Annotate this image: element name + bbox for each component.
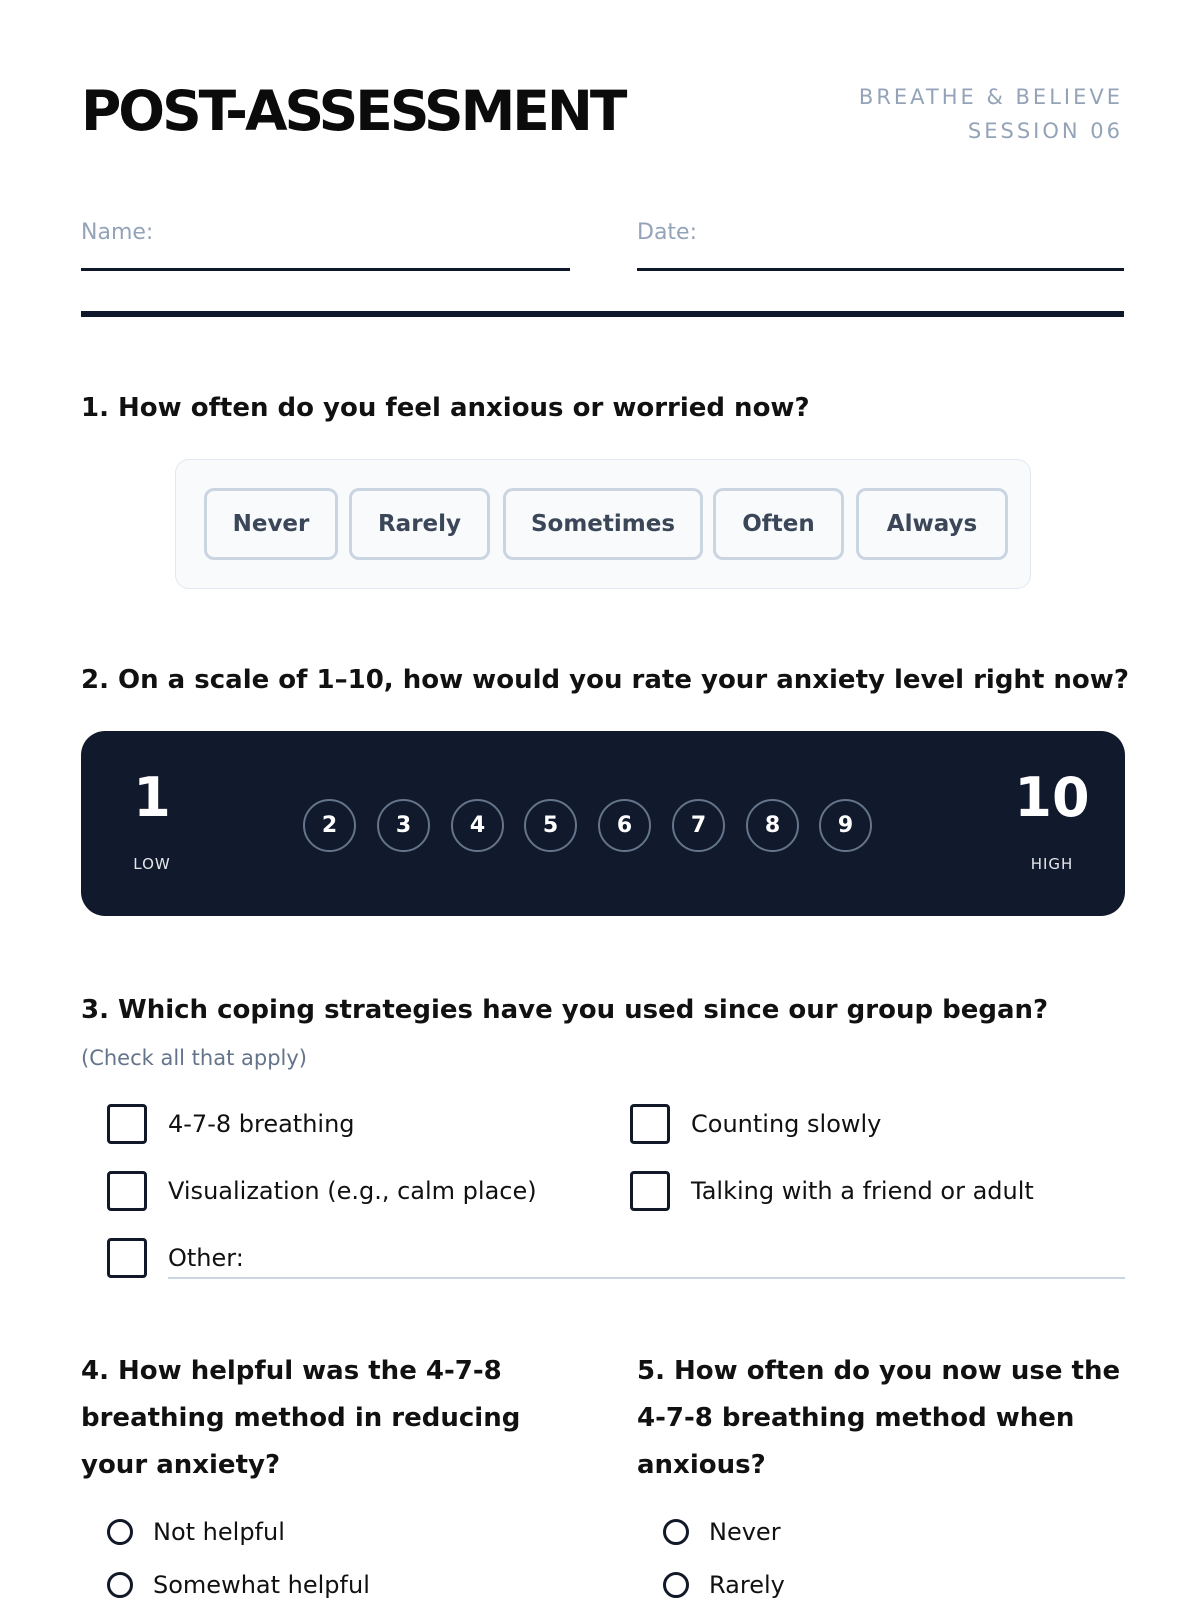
radio-circle[interactable] [107,1519,133,1545]
question-3-text: 3. Which coping strategies have you used since our group began? [81,995,1049,1025]
radio-circle[interactable] [663,1572,689,1598]
scale-high-label: HIGH [1030,855,1074,873]
q4-option-not-helpful[interactable] [107,1518,285,1546]
radio-circle[interactable] [663,1519,689,1545]
checkbox-box[interactable] [630,1104,670,1144]
anxiety-scale [81,731,1125,916]
checkbox-box[interactable] [107,1171,147,1211]
other-write-in-line[interactable] [168,1277,1125,1279]
strategy-breathing-checkbox[interactable] [107,1104,355,1144]
question-2: 2. On a scale of 1–10, how would you rate your anxiety level right now? [81,665,1129,695]
question-3-hint: (Check all that apply) [81,1046,307,1070]
scale-low-label: LOW [133,855,171,873]
question-4: 4. How helpful was the 4-7-8 breathing method in reducing your anxiety? [81,1356,521,1480]
strategy-label: Other: [168,1244,244,1272]
q1-option-often[interactable]: Often [713,488,844,560]
scale-option-5[interactable]: 5 [524,799,577,852]
scale-option-10[interactable]: 10 [1014,766,1090,829]
checkbox-box[interactable] [107,1238,147,1278]
q4-option-somewhat-helpful[interactable] [107,1571,370,1599]
q1-options-panel [175,459,1031,589]
strategy-talking-checkbox[interactable] [630,1171,1034,1211]
session-number: SESSION 06 [967,119,1123,143]
question-5: 5. How often do you now use the 4-7-8 breathing method when anxious? [637,1356,1121,1480]
page-title: POST-ASSESSMENT [81,79,625,143]
strategy-label: Talking with a friend or adult [691,1177,1034,1205]
date-field-label: Date: [637,220,697,245]
scale-option-3[interactable]: 3 [377,799,430,852]
strategy-label: 4-7-8 breathing [168,1110,355,1138]
q1-option-rarely[interactable]: Rarely [349,488,490,560]
strategy-label: Visualization (e.g., calm place) [168,1177,537,1205]
radio-label: Rarely [709,1571,785,1599]
header-divider [81,311,1124,317]
strategy-other-checkbox[interactable] [107,1238,244,1278]
radio-label: Not helpful [153,1518,285,1546]
q5-option-rarely[interactable] [663,1571,785,1599]
name-field[interactable] [81,213,570,271]
worksheet-header [81,70,1123,160]
scale-option-1[interactable]: 1 [133,766,171,829]
checkbox-box[interactable] [107,1104,147,1144]
scale-option-9[interactable]: 9 [819,799,872,852]
radio-label: Never [709,1518,781,1546]
strategy-counting-checkbox[interactable] [630,1104,881,1144]
question-1: 1. How often do you feel anxious or worried now? [81,393,810,423]
program-brand [859,80,1123,148]
question-3 [81,987,1125,1082]
name-field-label: Name: [81,220,154,245]
scale-option-6[interactable]: 6 [598,799,651,852]
checkbox-box[interactable] [630,1171,670,1211]
scale-option-4[interactable]: 4 [451,799,504,852]
scale-option-8[interactable]: 8 [746,799,799,852]
q1-option-sometimes[interactable]: Sometimes [503,488,703,560]
strategy-visualization-checkbox[interactable] [107,1171,537,1211]
strategy-label: Counting slowly [691,1110,882,1138]
q1-option-never[interactable]: Never [204,488,338,560]
program-name: BREATHE & BELIEVE [858,85,1123,109]
date-field[interactable] [637,213,1124,271]
radio-circle[interactable] [107,1572,133,1598]
q1-option-always[interactable]: Always [856,488,1008,560]
scale-option-7[interactable]: 7 [672,799,725,852]
radio-label: Somewhat helpful [153,1571,370,1599]
q5-option-never[interactable] [663,1518,781,1546]
scale-option-2[interactable]: 2 [303,799,356,852]
